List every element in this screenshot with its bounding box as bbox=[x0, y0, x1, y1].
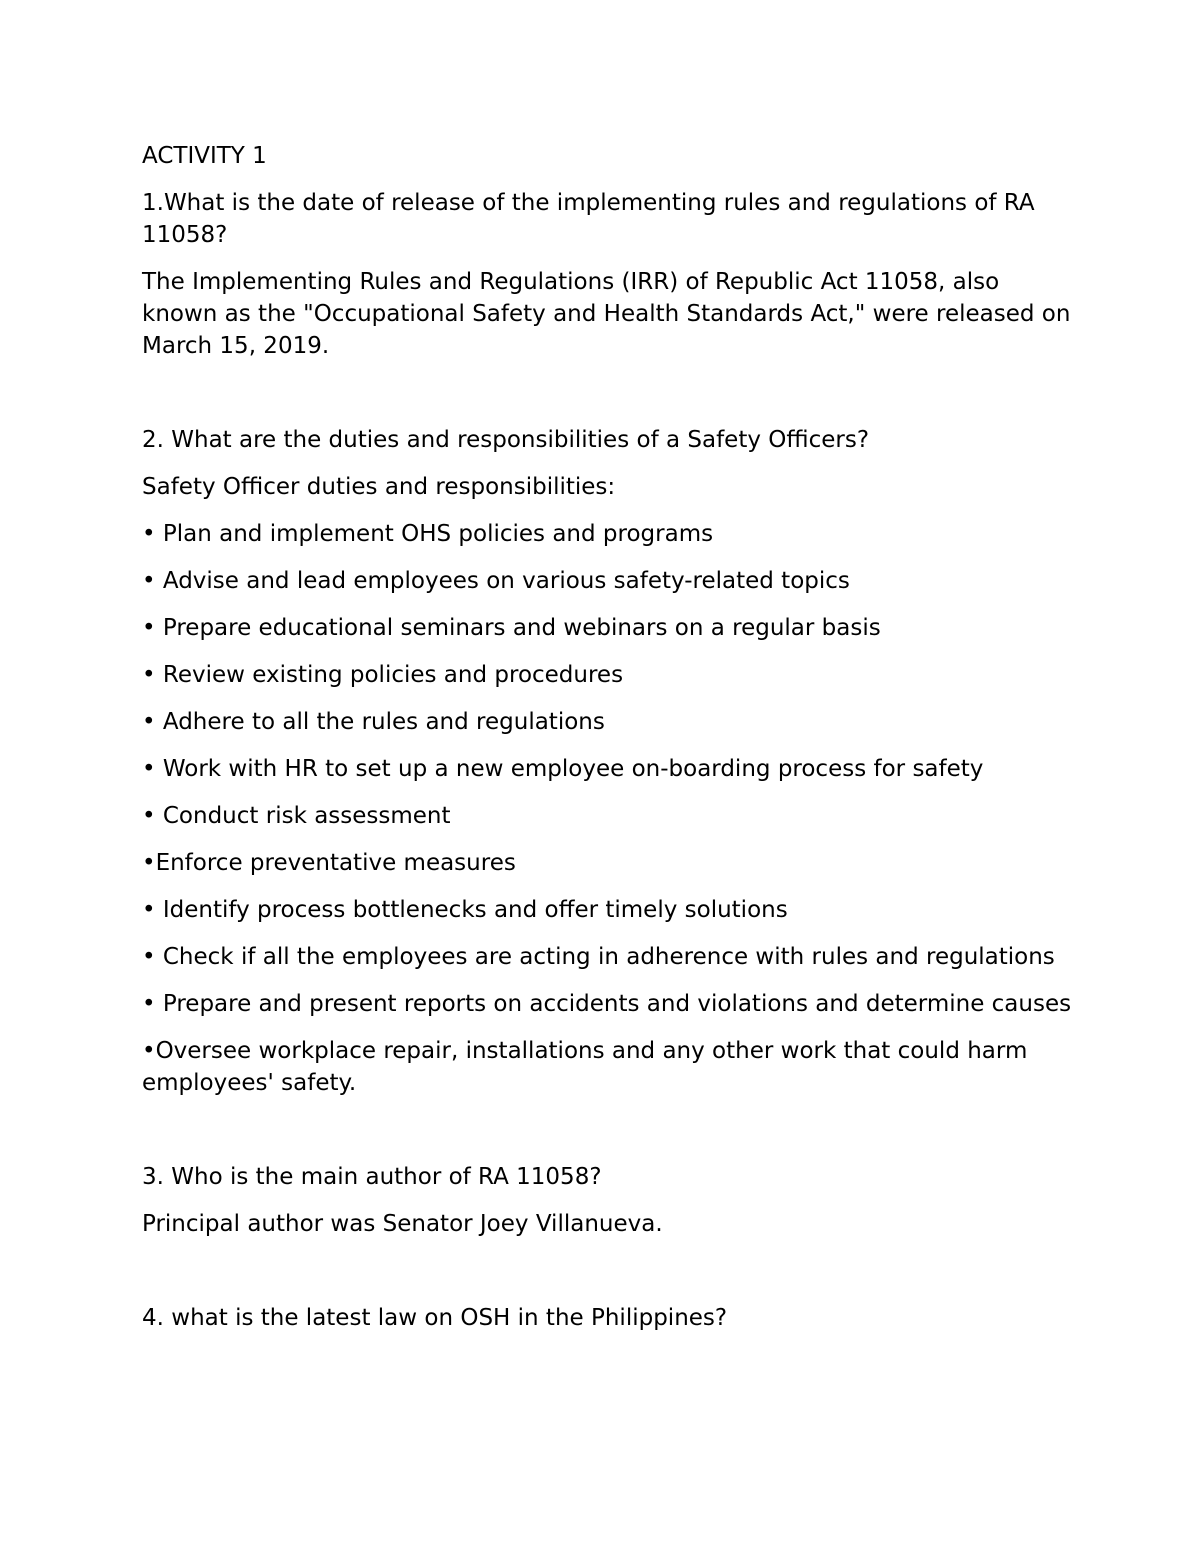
bullet-item: • Adhere to all the rules and regulations bbox=[142, 709, 605, 735]
spacer bbox=[142, 1114, 1072, 1161]
activity-heading: ACTIVITY 1 bbox=[142, 143, 267, 169]
bullet-item: • Identify process bottlenecks and offer timely solutions bbox=[142, 897, 788, 923]
document-page bbox=[142, 140, 1072, 1349]
bullet-item: • Prepare educational seminars and webinars on a regular basis bbox=[142, 615, 881, 641]
question-4: 4. what is the latest law on OSH in the Philippines? bbox=[142, 1305, 728, 1331]
bullet-item: • Prepare and present reports on accidents and violations and determine causes bbox=[142, 991, 1072, 1017]
bullet-item: • Conduct risk assessment bbox=[142, 803, 451, 829]
bullet-item: •Oversee workplace repair, installations and any other work that could harm employees' safety. bbox=[142, 1038, 1028, 1096]
bullet-item: • Check if all the employees are acting in adherence with rules and regulations bbox=[142, 944, 1055, 970]
bullet-item: • Work with HR to set up a new employee on-boarding process for safety bbox=[142, 756, 984, 782]
question-2: 2. What are the duties and responsibilities of a Safety Officers? bbox=[142, 427, 870, 453]
spacer bbox=[142, 377, 1072, 424]
answer-2-intro: Safety Officer duties and responsibilities: bbox=[142, 474, 616, 500]
bullet-item: • Advise and lead employees on various safety-related topics bbox=[142, 568, 850, 594]
bullet-item: • Review existing policies and procedures bbox=[142, 662, 624, 688]
question-3: 3. Who is the main author of RA 11058? bbox=[142, 1164, 602, 1190]
bullet-item: • Plan and implement OHS policies and programs bbox=[142, 521, 714, 547]
question-1: 1.What is the date of release of the implementing rules and regulations of RA 11058? bbox=[142, 190, 1035, 248]
spacer bbox=[142, 1255, 1072, 1302]
answer-3: Principal author was Senator Joey Villanueva. bbox=[142, 1211, 663, 1237]
bullet-item: •Enforce preventative measures bbox=[142, 850, 516, 876]
answer-1: The Implementing Rules and Regulations (IRR) of Republic Act 11058, also known as the "Occupational Safety and Health Standards Act," were released on March 15, 2019. bbox=[142, 269, 1071, 359]
